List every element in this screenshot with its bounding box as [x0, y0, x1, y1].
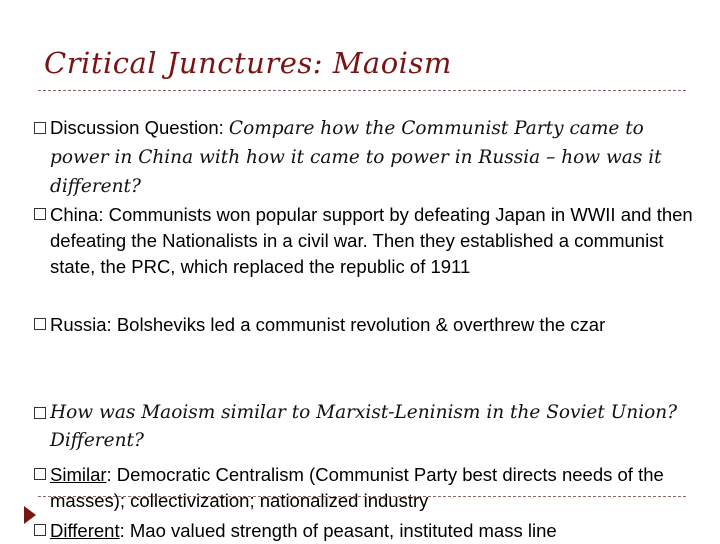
- different-label: Different: [50, 520, 120, 541]
- similar-label: Similar: [50, 464, 107, 485]
- bullet-icon: [34, 122, 46, 134]
- title-divider: [38, 90, 686, 91]
- bullet-icon: [34, 524, 46, 536]
- footer-divider: [38, 496, 686, 497]
- answer-russia: [34, 312, 694, 338]
- question-2-text: How was Maoism similar to Marxist-Leninism in the Soviet Union? Different?: [50, 402, 678, 451]
- answer-china: [34, 202, 694, 280]
- discussion-question-text: Compare how the Communist Party came to power in China with how it came to power in Russia – how was it different?: [50, 118, 662, 197]
- bullet-icon: [34, 468, 46, 480]
- discussion-question-1: [34, 114, 694, 201]
- answer-russia-text: Russia: Bolsheviks led a communist revolution & overthrew the czar: [50, 314, 606, 335]
- different-point: [34, 518, 694, 544]
- slide-title: Critical Junctures: Maoism: [44, 46, 452, 80]
- different-text: : Mao valued strength of peasant, instituted mass line: [119, 520, 557, 541]
- discussion-label: Discussion Question:: [50, 117, 229, 138]
- answer-china-text: China: Communists won popular support by defeating Japan in WWII and then defeating the Nationalists in a civil war. Then they established a communist state, the PRC, which replaced the republic of 1911: [50, 204, 693, 277]
- discussion-question-2: [34, 399, 694, 455]
- similar-point: [34, 462, 694, 514]
- similar-text: : Democratic Centralism (Communist Party best directs needs of the masses); collectivization; nationalized industry: [50, 464, 664, 511]
- bullet-icon: [34, 208, 46, 220]
- bullet-icon: [34, 407, 46, 419]
- bullet-icon: [34, 318, 46, 330]
